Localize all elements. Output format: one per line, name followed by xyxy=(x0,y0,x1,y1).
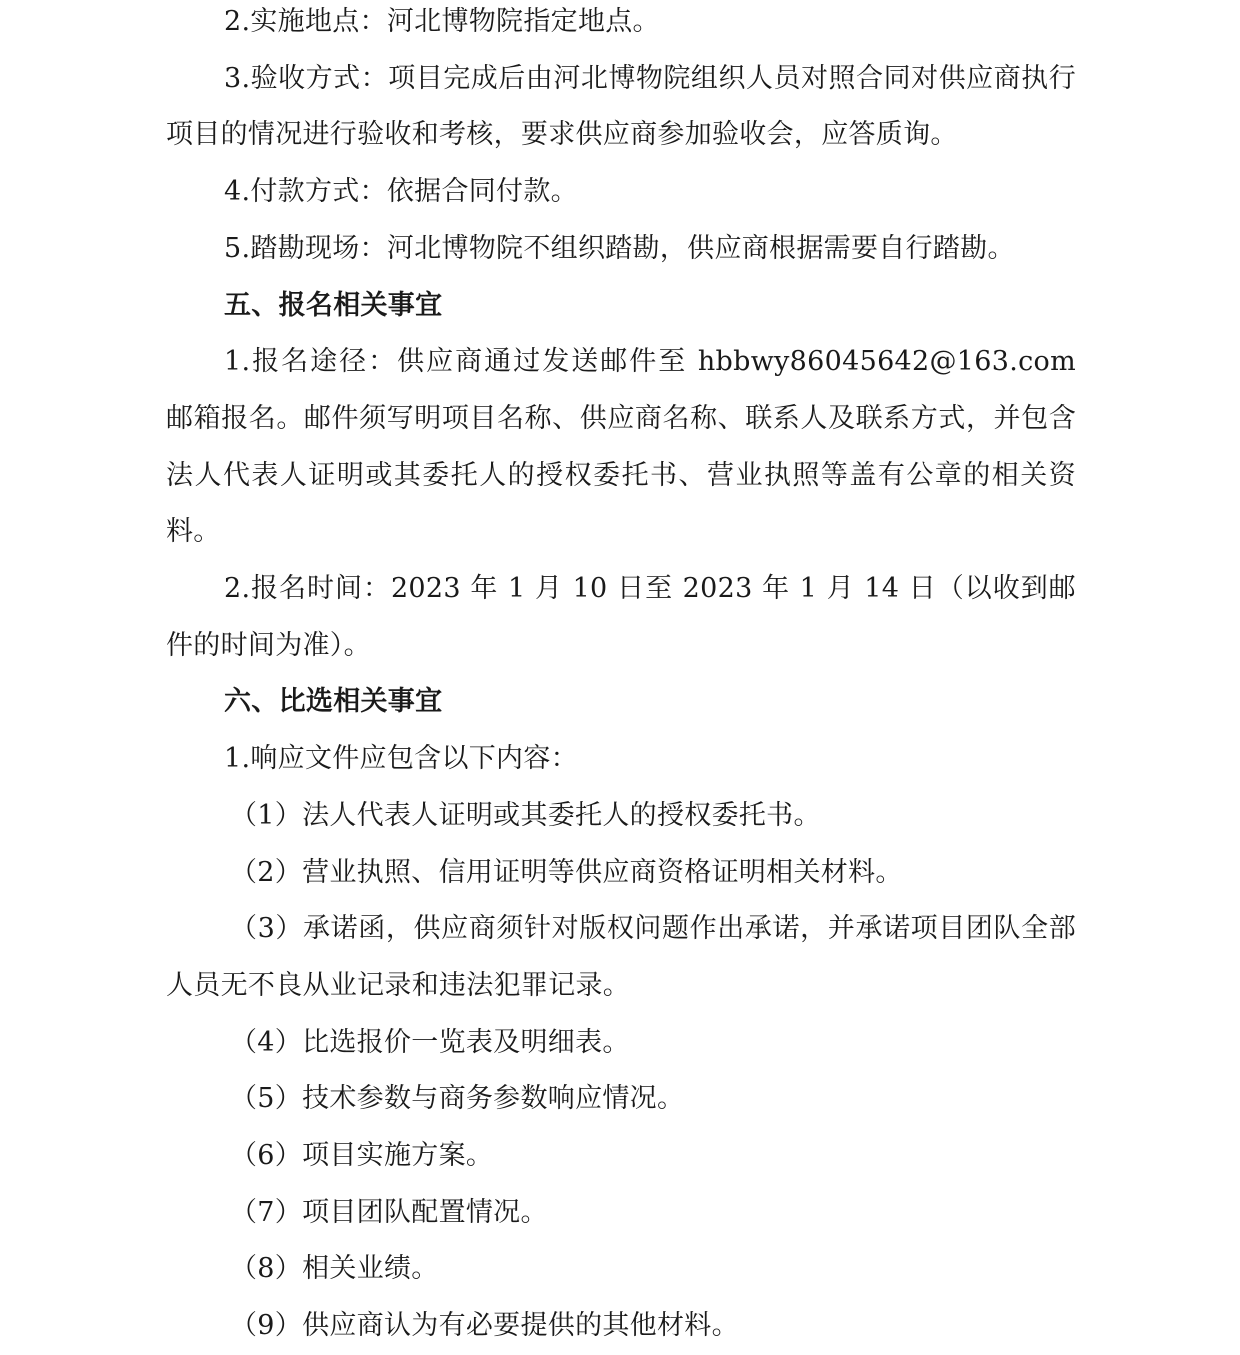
list-item: （5）技术参数与商务参数响应情况。 xyxy=(230,1083,685,1115)
registration-time: 2.报名时间：2023 年 1 月 10 日至 2023 年 1 月 14 日（以收到邮件的时间为准）。 xyxy=(166,573,1076,661)
implementation-location: 2.实施地点：河北博物院指定地点。 xyxy=(224,6,660,37)
section-heading-registration: 五、报名相关事宜 xyxy=(224,289,443,321)
list-item: （9）供应商认为有必要提供的其他材料。 xyxy=(230,1310,739,1342)
acceptance-method: 3.验收方式：项目完成后由河北博物院组织人员对照合同对供应商执行项目的情况进行验收和考核，要求供应商参加验收会，应答质询。 xyxy=(166,62,1076,151)
list-item: （7）项目团队配置情况。 xyxy=(230,1196,548,1228)
list-item: （6）项目实施方案。 xyxy=(230,1140,494,1172)
list-item: （1）法人代表人证明或其委托人的授权委托书。 xyxy=(230,799,821,831)
list-item: （4）比选报价一览表及明细表。 xyxy=(230,1026,630,1058)
list-item: （2）营业执照、信用证明等供应商资格证明相关材料。 xyxy=(230,856,903,888)
list-item: （8）相关业绩。 xyxy=(230,1253,439,1285)
list-item: （3）承诺函，供应商须针对版权问题作出承诺，并承诺项目团队全部人员无不良从业记录和违法犯罪记录。 xyxy=(166,913,1076,1001)
payment-method: 4.付款方式：依据合同付款。 xyxy=(224,176,578,208)
response-file-contents: 1.响应文件应包含以下内容： xyxy=(224,743,578,775)
section-heading-selection: 六、比选相关事宜 xyxy=(224,686,443,718)
site-survey: 5.踏勘现场：河北博物院不组织踏勘，供应商根据需要自行踏勘。 xyxy=(224,232,1015,264)
registration-channel: 1.报名途径：供应商通过发送邮件至 hbbwy86045642@163.com 邮箱报名。邮件须写明项目名称、供应商名称、联系人及联系方式，并包含法人代表人证明或其委托人的授权委托书、营业执照等盖有公章的相关资料。 xyxy=(166,346,1076,548)
document-body xyxy=(166,0,1076,1355)
